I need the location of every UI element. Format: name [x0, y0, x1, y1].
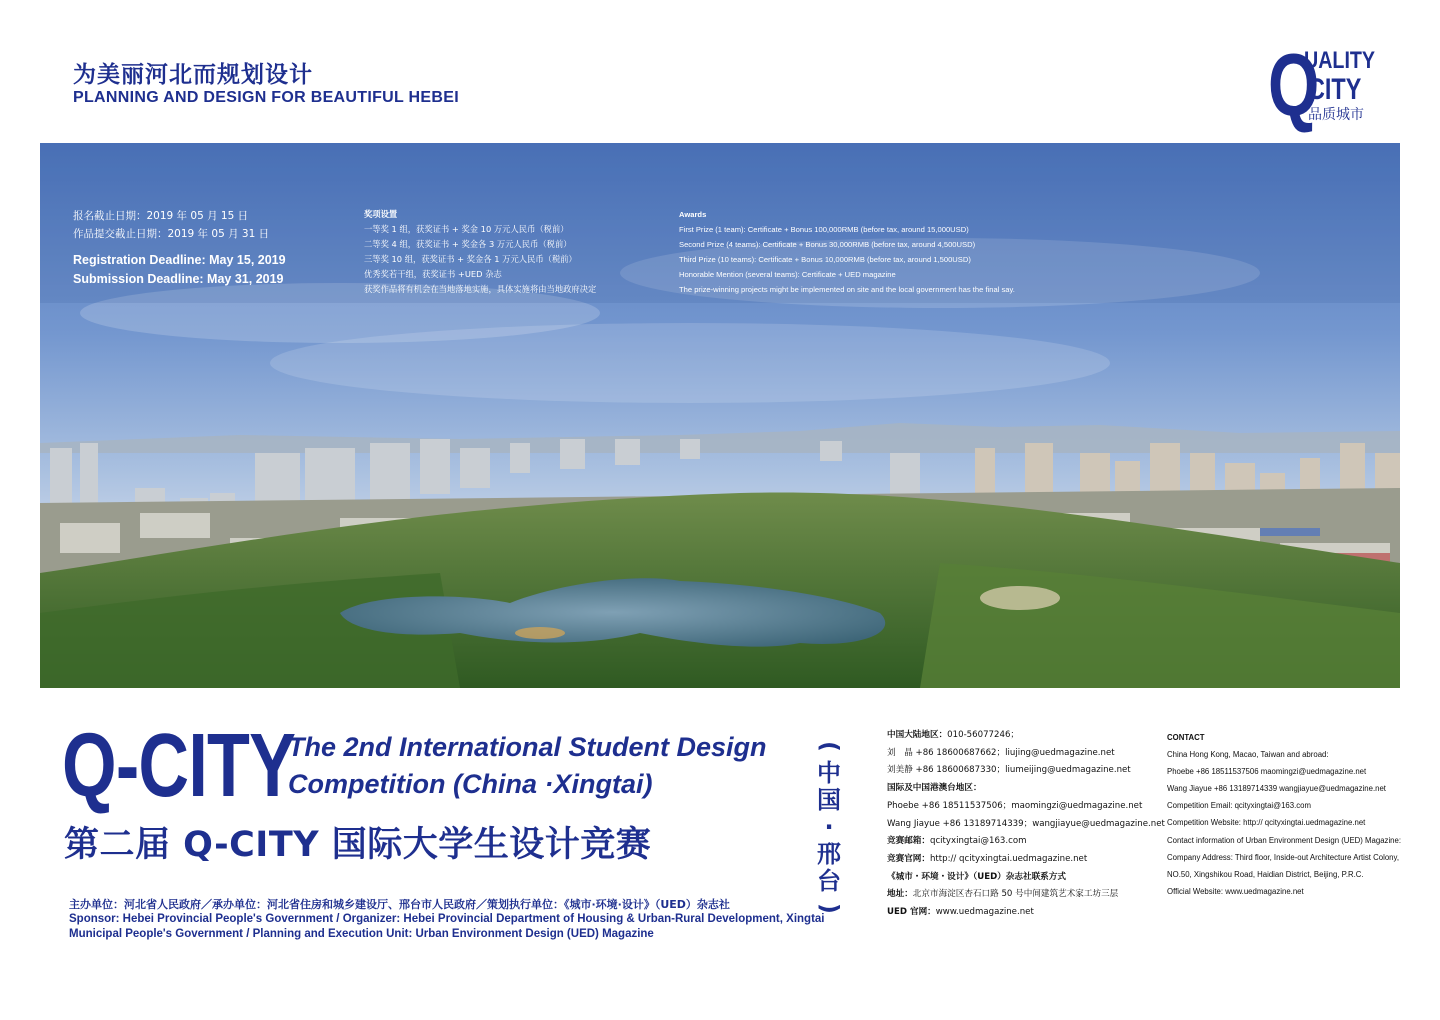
awards-cn-item: 优秀奖若干组，获奖证书 +UED 杂志 [364, 269, 502, 279]
contact-en-line: Contact information of Urban Environment Design (UED) Magazine: [1167, 835, 1402, 845]
awards-en-heading: Awards [679, 210, 707, 219]
awards-en-item: Second Prize (4 teams): Certificate + Bonus 30,000RMB (before tax, around 4,500USD) [679, 240, 976, 249]
awards-en-item: Third Prize (10 teams): Certificate + Bonus 10,000RMB (before tax, around 1,500USD) [679, 255, 971, 264]
contact-en-line: Wang Jiayue +86 13189714339 wangjiayue@uedmagazine.net [1167, 784, 1386, 794]
awards-cn-item: 三等奖 10 组，获奖证书 + 奖金各 1 万元人民币（税前） [364, 254, 577, 264]
submission-deadline-cn: 作品提交截止日期：2019 年 05 月 31 日 [73, 228, 270, 240]
contact-phoebe: Phoebe +86 18511537506；maomingzi@uedmagazine.net [887, 800, 1143, 811]
mainland-phone: 010-56077246； [947, 730, 1020, 740]
competition-title-cn: 第二届 Q-CITY 国际大学生设计竞赛 [64, 825, 652, 865]
sponsor-en: Sponsor: Hebei Provincial People's Government / Organizer: Hebei Provincial Department of Housing & Urban-Rural Development, Xingtai Municipal People's Government / Planning and Execution Unit: Urban Environment Design (UED) Magazine [69, 913, 825, 940]
awards-cn-item: 获奖作品将有机会在当地落地实施，具体实施将由当地政府决定 [364, 284, 597, 294]
email-label: 竞赛邮箱： [887, 836, 930, 847]
vertical-char: · [824, 813, 834, 841]
contact-liu-meijing: 刘美静 +86 18600687330；liumeijing@uedmagazine.net [887, 765, 1131, 776]
sponsor-cn: 主办单位：河北省人民政府／承办单位：河北省住房和城乡建设厅、邢台市人民政府／策划执行单位：《城市·环境·设计》（UED）杂志社 [69, 898, 730, 911]
competition-title-en-line1: The 2nd International Student Design [288, 732, 767, 762]
logo-cn: 品质城市 [1308, 107, 1364, 123]
contact-en-line: China Hong Kong, Macao, Taiwan and abroad: [1167, 750, 1329, 760]
vertical-char: ) [815, 903, 844, 914]
vertical-char: 中 [817, 759, 841, 787]
ued-site-link[interactable]: www.uedmagazine.net [935, 907, 1034, 918]
site-label: 竞赛官网： [887, 853, 930, 864]
ued-contact-heading: 《城市・环境・设计》（UED）杂志社联系方式 [887, 871, 1066, 882]
awards-cn-item: 二等奖 4 组，获奖证书 + 奖金各 3 万元人民币（税前） [364, 239, 572, 249]
mainland-label: 中国大陆地区： [887, 730, 948, 740]
contact-en-line: Competition Website: http:// qcityxingtai.uedmagazine.net [1167, 818, 1366, 828]
address-value: 北京市海淀区杏石口路 50 号中间建筑艺术家工坊三层 [912, 889, 1119, 900]
vertical-char: ( [815, 741, 844, 752]
competition-title-en-line2: Competition (China ·Xingtai) [288, 769, 653, 799]
contact-en-line: Company Address: Third floor, Inside-out Architecture Artist Colony, [1167, 852, 1399, 862]
submission-deadline-en: Submission Deadline: May 31, 2019 [73, 272, 284, 286]
awards-cn-item: 一等奖 1 组，获奖证书 + 奖金 10 万元人民币（税前） [364, 224, 569, 234]
contact-wang: Wang Jiayue +86 13189714339；wangjiayue@uedmagazine.net [887, 818, 1165, 829]
contact-en-line: NO.50, Xingshikou Road, Haidian District, Beijing, P.R.C. [1167, 869, 1364, 879]
contact-cn [887, 727, 1165, 922]
registration-deadline-en: Registration Deadline: May 15, 2019 [73, 253, 286, 267]
contact-en-heading: CONTACT [1167, 733, 1205, 742]
sponsor-block [69, 897, 849, 941]
awards-en [679, 207, 1015, 297]
intl-label: 国际及中国港澳台地区： [887, 783, 982, 794]
vertical-char: 国 [817, 786, 841, 814]
contact-liu-jing: 刘 晶 +86 18600687662；liujing@uedmagazine.net [887, 747, 1115, 758]
deadlines-block [73, 207, 286, 289]
china-xingtai-vertical [812, 733, 846, 922]
awards-en-item: First Prize (1 team): Certificate + Bonus 100,000RMB (before tax, around 15,000USD) [679, 225, 969, 234]
vertical-char: 邢 [817, 840, 841, 868]
logo-q: Q [1268, 35, 1320, 134]
competition-email-link[interactable]: qcityxingtai@163.com [929, 836, 1027, 847]
vertical-char: 台 [817, 867, 841, 895]
logo-quality: UALITY [1304, 47, 1376, 74]
quality-city-logo [1268, 35, 1376, 134]
contact-en-line: Official Website: www.uedmagazine.net [1167, 886, 1304, 896]
contact-en-line: Phoebe +86 18511537506 maomingzi@uedmagazine.net [1167, 767, 1367, 777]
awards-en-item: The prize-winning projects might be implemented on site and the local government has the final say. [679, 285, 1015, 294]
competition-site-link[interactable]: http:// qcityxingtai.uedmagazine.net [929, 853, 1088, 864]
registration-deadline-cn: 报名截止日期：2019 年 05 月 15 日 [73, 210, 249, 222]
awards-en-item: Honorable Mention (several teams): Certificate + UED magazine [679, 270, 896, 279]
slogan-cn: 为美丽河北而规划设计 [73, 62, 313, 88]
address-label: 地址： [887, 889, 913, 900]
ued-site-label: UED 官网： [887, 907, 936, 918]
competition-title-en [288, 729, 767, 803]
slogan-en: PLANNING AND DESIGN FOR BEAUTIFUL HEBEI [73, 89, 459, 106]
awards-cn [364, 207, 596, 297]
logo-city: CITY [1308, 73, 1362, 106]
qcity-title: Q-CITY [62, 716, 296, 816]
contact-en-line: Competition Email: qcityxingtai@163.com [1167, 801, 1311, 811]
contact-en [1167, 729, 1401, 900]
awards-cn-heading: 奖项设置 [364, 209, 398, 219]
